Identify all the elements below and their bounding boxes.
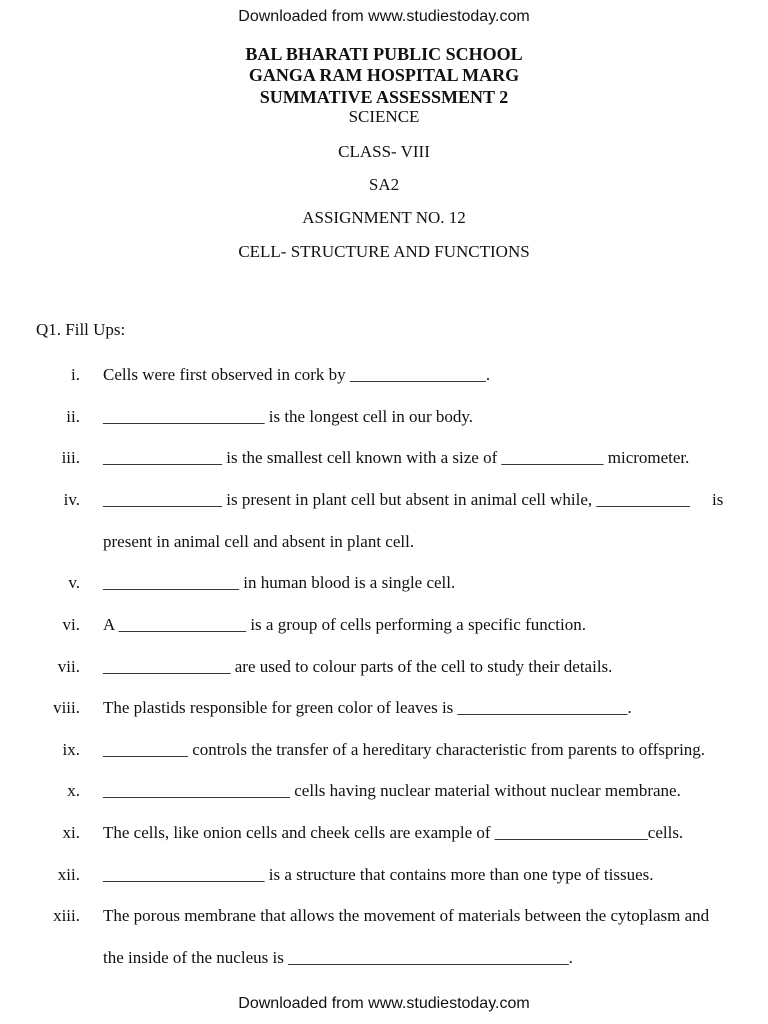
- class-label: CLASS- VIII: [338, 142, 430, 161]
- item-number: xiii.: [53, 906, 80, 925]
- item-text: The porous membrane that allows the movement of materials between the cytoplasm and: [103, 906, 710, 925]
- item-text: ______________________ cells having nuclear material without nuclear membrane.: [103, 781, 681, 800]
- item-text: _______________ are used to colour parts of the cell to study their details.: [103, 657, 613, 676]
- item-text: ______________ is present in plant cell but absent in animal cell while, ___________: [103, 490, 690, 509]
- download-banner-top: Downloaded from www.studiestoday.com: [238, 8, 530, 25]
- subject: SCIENCE: [348, 107, 420, 126]
- item-text-tail: is: [712, 490, 724, 509]
- item-number: x.: [67, 781, 80, 800]
- download-banner-bottom: Downloaded from www.studiestoday.com: [238, 995, 530, 1012]
- item-number: iii.: [61, 448, 80, 467]
- item-number: xi.: [62, 823, 80, 842]
- item-number: v.: [68, 573, 80, 592]
- item-number: iv.: [63, 490, 80, 509]
- school-address: GANGA RAM HOSPITAL MARG: [248, 65, 520, 85]
- item-text: the inside of the nucleus is _________________________________.: [103, 948, 573, 967]
- item-number: viii.: [53, 698, 80, 717]
- item-text: present in animal cell and absent in plant cell.: [103, 532, 415, 551]
- item-number: vi.: [62, 615, 80, 634]
- item-text: Cells were first observed in cork by ________________.: [103, 365, 491, 384]
- item-text: ______________ is the smallest cell known with a size of ____________ micrometer.: [103, 448, 690, 467]
- exam-name: SUMMATIVE ASSESSMENT 2: [259, 87, 509, 107]
- item-text: ________________ in human blood is a single cell.: [103, 573, 456, 592]
- item-text: ___________________ is a structure that contains more than one type of tissues.: [103, 865, 654, 884]
- item-text: ___________________ is the longest cell in our body.: [103, 407, 474, 426]
- term-label: SA2: [368, 175, 400, 194]
- item-number: i.: [71, 365, 80, 384]
- item-number: vii.: [57, 657, 80, 676]
- item-number: xii.: [57, 865, 80, 884]
- item-number: ix.: [62, 740, 80, 759]
- topic-title: CELL- STRUCTURE AND FUNCTIONS: [238, 242, 530, 261]
- question-title: Q1. Fill Ups:: [36, 320, 126, 339]
- item-text: The cells, like onion cells and cheek cells are example of __________________cells.: [103, 823, 684, 842]
- assignment-number: ASSIGNMENT NO. 12: [302, 208, 466, 227]
- item-text: The plastids responsible for green color of leaves is ____________________.: [103, 698, 632, 717]
- item-text: A _______________ is a group of cells performing a specific function.: [103, 615, 586, 634]
- item-text: __________ controls the transfer of a hereditary characteristic from parents to offspring.: [103, 740, 706, 759]
- item-number: ii.: [66, 407, 80, 426]
- school-name: BAL BHARATI PUBLIC SCHOOL: [245, 44, 523, 64]
